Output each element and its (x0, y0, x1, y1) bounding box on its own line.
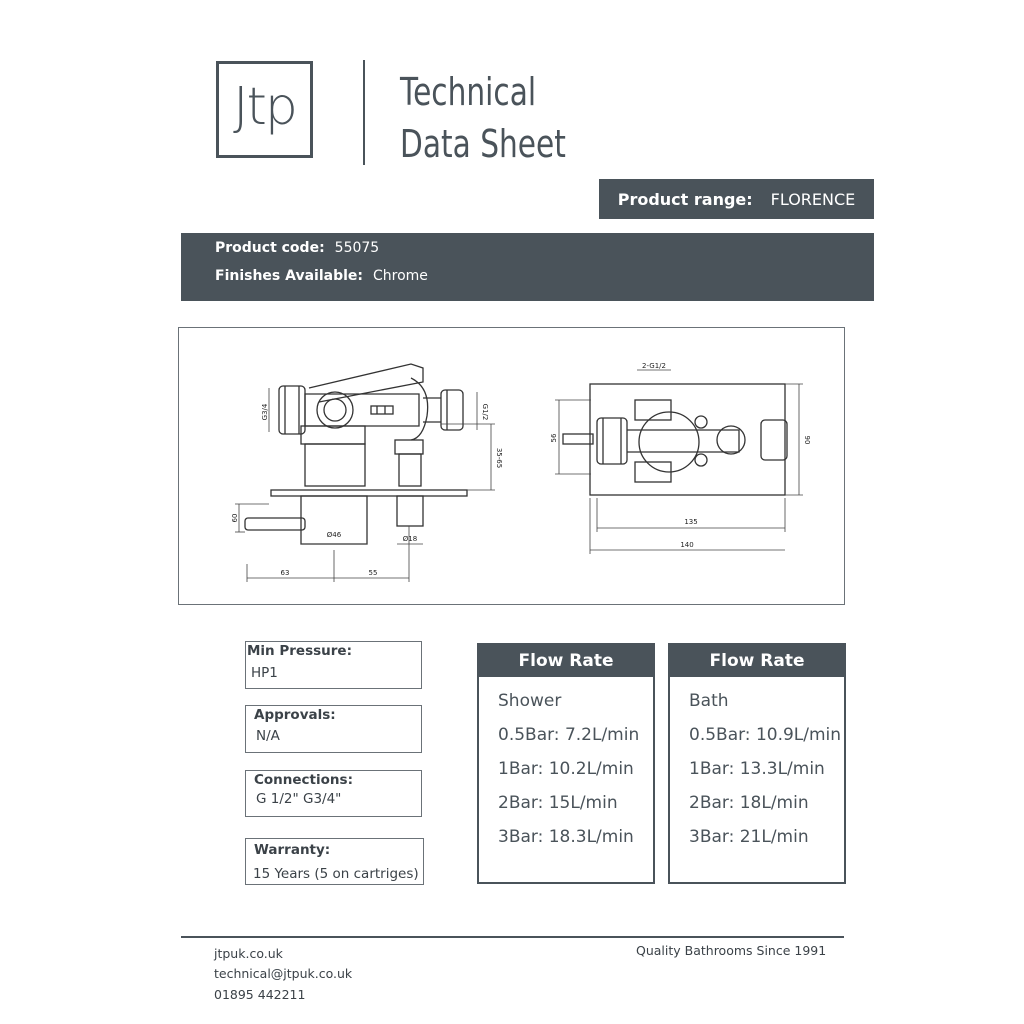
product-range-value: FLORENCE (770, 189, 856, 209)
finishes-value: Chrome (373, 268, 428, 284)
spec-connections (245, 770, 422, 817)
finishes-label: Finishes Available: (215, 268, 363, 284)
dim-2-g12: 2-G1/2 (642, 362, 666, 370)
product-code-value: 55075 (334, 240, 380, 256)
technical-drawing (178, 327, 845, 605)
spec-label: Approvals: (254, 707, 336, 723)
dim-g12: G1/2 (481, 403, 489, 421)
dim-60-side: 60 (231, 513, 239, 523)
dim-135: 135 (684, 518, 698, 526)
footer-website-link[interactable]: jtpuk.co.uk (214, 946, 283, 961)
dim-d46: Ø46 (326, 531, 342, 539)
page-title (400, 66, 566, 170)
spec-approvals (245, 705, 422, 753)
lever-arm (309, 364, 423, 402)
flow-row: 0.5Bar: 7.2L/min (498, 725, 640, 745)
dim-g34: G3/4 (261, 403, 269, 421)
flow-row: 2Bar: 18L/min (689, 793, 809, 813)
flow-type: Shower (498, 691, 562, 711)
spec-value: HP1 (251, 665, 278, 681)
spec-value: 15 Years (5 on cartriges) (253, 866, 419, 882)
header-divider (363, 60, 365, 165)
flow-rate-header: Flow Rate (479, 645, 653, 677)
spec-warranty (245, 838, 424, 885)
front-right-outlet (761, 420, 787, 460)
dim-d18: Ø18 (402, 535, 418, 543)
flow-row: 3Bar: 21L/min (689, 827, 809, 847)
product-code-label: Product code: (215, 240, 325, 256)
page-title-line2: Data Sheet (400, 122, 566, 166)
brand-logo (216, 61, 313, 158)
dim-63: 63 (280, 569, 290, 577)
dim-55: 55 (368, 569, 378, 577)
finishes-row (215, 268, 428, 284)
spec-min-pressure (245, 641, 422, 689)
footer-divider (181, 936, 844, 938)
backplate (271, 490, 467, 496)
flow-row: 2Bar: 15L/min (498, 793, 618, 813)
right-cylinder (399, 454, 421, 486)
brand-logo-text: Jtp (233, 76, 296, 137)
spec-label: Warranty: (254, 842, 331, 858)
dim-140: 140 (680, 541, 694, 549)
technical-drawing-svg (179, 328, 846, 606)
page-title-line1: Technical (400, 70, 537, 114)
flow-row: 0.5Bar: 10.9L/min (689, 725, 842, 745)
cartridge (317, 392, 353, 428)
spec-label: Min Pressure: (247, 643, 352, 659)
left-cylinder (305, 444, 365, 486)
valve-body (305, 394, 419, 426)
product-info-bar (181, 233, 874, 301)
product-range-label: Product range: (617, 189, 753, 209)
flow-rate-bath (668, 643, 846, 884)
front-backplate (590, 384, 785, 495)
spec-label: Connections: (254, 772, 353, 788)
dim-35-65: 35-65 (495, 447, 503, 469)
footer-phone: 01895 442211 (214, 987, 306, 1002)
front-valve (639, 412, 699, 472)
front-left-inlet (597, 418, 627, 464)
dim-90: 90 (803, 435, 811, 445)
flow-row: 1Bar: 13.3L/min (689, 759, 825, 779)
spec-value: G 1/2" G3/4" (256, 791, 342, 807)
spec-value: N/A (256, 728, 280, 744)
flow-type: Bath (689, 691, 729, 711)
footer-email-link[interactable]: technical@jtpuk.co.uk (214, 966, 353, 981)
flow-rate-header: Flow Rate (670, 645, 844, 677)
flow-row: 1Bar: 10.2L/min (498, 759, 634, 779)
handle-lever (245, 518, 305, 530)
flow-rate-shower (477, 643, 655, 884)
product-range-bar (599, 179, 874, 219)
product-code-row (215, 240, 379, 256)
flow-row: 3Bar: 18.3L/min (498, 827, 634, 847)
dim-56: 56 (550, 433, 558, 443)
footer-tagline: Quality Bathrooms Since 1991 (636, 943, 827, 958)
